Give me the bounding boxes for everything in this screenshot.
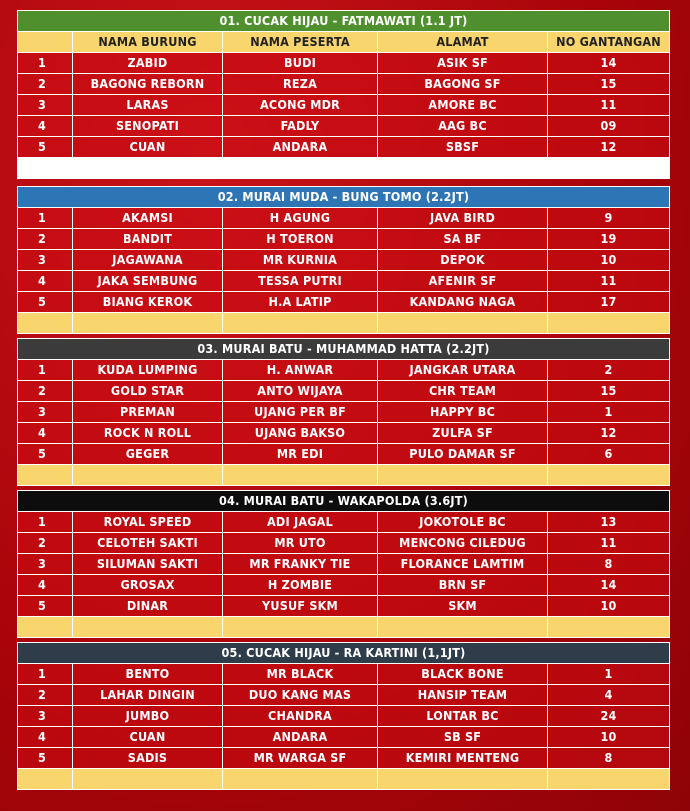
cage-number-cell: 8 bbox=[548, 748, 670, 769]
participant-cell: ANDARA bbox=[223, 727, 378, 748]
class-title: 05. CUCAK HIJAU - RA KARTINI (1,1JT) bbox=[18, 643, 670, 664]
address-cell: ZULFA SF bbox=[378, 423, 548, 444]
bird-name-cell: SADIS bbox=[73, 748, 223, 769]
table-row bbox=[18, 208, 670, 229]
table-row bbox=[18, 512, 670, 533]
participant-cell: ANDARA bbox=[223, 137, 378, 158]
class-title: 03. MURAI BATU - MUHAMMAD HATTA (2.2JT) bbox=[18, 339, 670, 360]
address-cell: LONTAR BC bbox=[378, 706, 548, 727]
address-cell: BRN SF bbox=[378, 575, 548, 596]
address-cell: KANDANG NAGA bbox=[378, 292, 548, 313]
rank-cell: 2 bbox=[18, 381, 73, 402]
participant-cell: H AGUNG bbox=[223, 208, 378, 229]
bird-name-cell: ROYAL SPEED bbox=[73, 512, 223, 533]
participant-cell: REZA bbox=[223, 74, 378, 95]
bird-name-cell: LAHAR DINGIN bbox=[73, 685, 223, 706]
rank-cell: 1 bbox=[18, 664, 73, 685]
table-row bbox=[18, 360, 670, 381]
cage-number-cell: 12 bbox=[548, 137, 670, 158]
address-cell: ASIK SF bbox=[378, 53, 548, 74]
address-cell: FLORANCE LAMTIM bbox=[378, 554, 548, 575]
rank-cell: 1 bbox=[18, 360, 73, 381]
address-cell: SKM bbox=[378, 596, 548, 617]
table-row bbox=[18, 229, 670, 250]
cage-number-cell: 14 bbox=[548, 575, 670, 596]
header-bird-name: NAMA BURUNG bbox=[73, 32, 223, 53]
participant-cell: UJANG BAKSO bbox=[223, 423, 378, 444]
address-cell: SA BF bbox=[378, 229, 548, 250]
cage-number-cell: 15 bbox=[548, 74, 670, 95]
bird-name-cell: JAKA SEMBUNG bbox=[73, 271, 223, 292]
participant-cell: YUSUF SKM bbox=[223, 596, 378, 617]
address-cell: AFENIR SF bbox=[378, 271, 548, 292]
rank-cell: 3 bbox=[18, 554, 73, 575]
table-row bbox=[18, 95, 670, 116]
address-cell: KEMIRI MENTENG bbox=[378, 748, 548, 769]
bird-name-cell: LARAS bbox=[73, 95, 223, 116]
cage-number-cell: 15 bbox=[548, 381, 670, 402]
address-cell: DEPOK bbox=[378, 250, 548, 271]
blank-row bbox=[18, 465, 670, 486]
address-cell: HANSIP TEAM bbox=[378, 685, 548, 706]
table-row bbox=[18, 423, 670, 444]
cage-number-cell: 6 bbox=[548, 444, 670, 465]
bird-name-cell: SILUMAN SAKTI bbox=[73, 554, 223, 575]
bird-name-cell: CUAN bbox=[73, 137, 223, 158]
address-cell: BAGONG SF bbox=[378, 74, 548, 95]
participant-cell: ANTO WIJAYA bbox=[223, 381, 378, 402]
address-cell: AMORE BC bbox=[378, 95, 548, 116]
participant-cell: MR KURNIA bbox=[223, 250, 378, 271]
table-row bbox=[18, 575, 670, 596]
rank-cell: 4 bbox=[18, 423, 73, 444]
rank-cell: 3 bbox=[18, 402, 73, 423]
participant-cell: ACONG MDR bbox=[223, 95, 378, 116]
address-cell: SB SF bbox=[378, 727, 548, 748]
header-address: ALAMAT bbox=[378, 32, 548, 53]
rank-cell: 5 bbox=[18, 444, 73, 465]
bird-name-cell: GROSAX bbox=[73, 575, 223, 596]
participant-cell: H TOERON bbox=[223, 229, 378, 250]
blank-row bbox=[18, 313, 670, 334]
rank-cell: 5 bbox=[18, 137, 73, 158]
bird-name-cell: JUMBO bbox=[73, 706, 223, 727]
table-row bbox=[18, 292, 670, 313]
rank-cell: 3 bbox=[18, 95, 73, 116]
bird-name-cell: JAGAWANA bbox=[73, 250, 223, 271]
rank-cell: 3 bbox=[18, 706, 73, 727]
rank-cell: 2 bbox=[18, 533, 73, 554]
cage-number-cell: 9 bbox=[548, 208, 670, 229]
address-cell: JOKOTOLE BC bbox=[378, 512, 548, 533]
cage-number-cell: 4 bbox=[548, 685, 670, 706]
cage-number-cell: 10 bbox=[548, 727, 670, 748]
table-row bbox=[18, 554, 670, 575]
class-title: 01. CUCAK HIJAU - FATMAWATI (1.1 JT) bbox=[18, 11, 670, 32]
cage-number-cell: 2 bbox=[548, 360, 670, 381]
class-table-5 bbox=[17, 642, 670, 790]
table-row bbox=[18, 137, 670, 158]
table-row bbox=[18, 748, 670, 769]
address-cell: BLACK BONE bbox=[378, 664, 548, 685]
participant-cell: H ZOMBIE bbox=[223, 575, 378, 596]
address-cell: SBSF bbox=[378, 137, 548, 158]
separator-row bbox=[18, 158, 670, 179]
header-number bbox=[18, 32, 73, 53]
table-row bbox=[18, 596, 670, 617]
cage-number-cell: 12 bbox=[548, 423, 670, 444]
cage-number-cell: 1 bbox=[548, 664, 670, 685]
header-participant: NAMA PESERTA bbox=[223, 32, 378, 53]
rank-cell: 1 bbox=[18, 512, 73, 533]
participant-cell: MR WARGA SF bbox=[223, 748, 378, 769]
cage-number-cell: 11 bbox=[548, 271, 670, 292]
participant-cell: CHANDRA bbox=[223, 706, 378, 727]
table-row bbox=[18, 706, 670, 727]
table-row bbox=[18, 271, 670, 292]
cage-number-cell: 19 bbox=[548, 229, 670, 250]
bird-name-cell: SENOPATI bbox=[73, 116, 223, 137]
table-row bbox=[18, 444, 670, 465]
address-cell: AAG BC bbox=[378, 116, 548, 137]
table-row bbox=[18, 685, 670, 706]
header-cage-number: NO GANTANGAN bbox=[548, 32, 670, 53]
bird-name-cell: PREMAN bbox=[73, 402, 223, 423]
rank-cell: 4 bbox=[18, 575, 73, 596]
class-table-1 bbox=[17, 10, 670, 179]
bird-name-cell: ZABID bbox=[73, 53, 223, 74]
table-row bbox=[18, 727, 670, 748]
cage-number-cell: 11 bbox=[548, 95, 670, 116]
cage-number-cell: 10 bbox=[548, 596, 670, 617]
bird-name-cell: AKAMSI bbox=[73, 208, 223, 229]
rank-cell: 5 bbox=[18, 596, 73, 617]
table-row bbox=[18, 381, 670, 402]
participant-cell: MR BLACK bbox=[223, 664, 378, 685]
participant-cell: H.A LATIP bbox=[223, 292, 378, 313]
blank-row bbox=[18, 769, 670, 790]
address-cell: MENCONG CILEDUG bbox=[378, 533, 548, 554]
cage-number-cell: 17 bbox=[548, 292, 670, 313]
participant-cell: DUO KANG MAS bbox=[223, 685, 378, 706]
cage-number-cell: 1 bbox=[548, 402, 670, 423]
rank-cell: 2 bbox=[18, 229, 73, 250]
table-row bbox=[18, 250, 670, 271]
cage-number-cell: 8 bbox=[548, 554, 670, 575]
address-cell: CHR TEAM bbox=[378, 381, 548, 402]
table-row bbox=[18, 533, 670, 554]
rank-cell: 4 bbox=[18, 116, 73, 137]
address-cell: HAPPY BC bbox=[378, 402, 548, 423]
table-row bbox=[18, 74, 670, 95]
cage-number-cell: 11 bbox=[548, 533, 670, 554]
rank-cell: 3 bbox=[18, 250, 73, 271]
bird-name-cell: CELOTEH SAKTI bbox=[73, 533, 223, 554]
participant-cell: UJANG PER BF bbox=[223, 402, 378, 423]
participant-cell: H. ANWAR bbox=[223, 360, 378, 381]
cage-number-cell: 14 bbox=[548, 53, 670, 74]
bird-name-cell: GOLD STAR bbox=[73, 381, 223, 402]
table-row bbox=[18, 664, 670, 685]
participant-cell: MR UTO bbox=[223, 533, 378, 554]
cage-number-cell: 10 bbox=[548, 250, 670, 271]
bird-name-cell: BANDIT bbox=[73, 229, 223, 250]
address-cell: PULO DAMAR SF bbox=[378, 444, 548, 465]
blank-row bbox=[18, 617, 670, 638]
table-row bbox=[18, 116, 670, 137]
bird-name-cell: DINAR bbox=[73, 596, 223, 617]
rank-cell: 2 bbox=[18, 74, 73, 95]
bird-name-cell: ROCK N ROLL bbox=[73, 423, 223, 444]
bird-name-cell: BAGONG REBORN bbox=[73, 74, 223, 95]
table-row bbox=[18, 53, 670, 74]
participant-cell: ADI JAGAL bbox=[223, 512, 378, 533]
class-title: 04. MURAI BATU - WAKAPOLDA (3.6JT) bbox=[18, 491, 670, 512]
rank-cell: 1 bbox=[18, 208, 73, 229]
rank-cell: 5 bbox=[18, 292, 73, 313]
bird-name-cell: CUAN bbox=[73, 727, 223, 748]
class-table-2 bbox=[17, 186, 670, 334]
cage-number-cell: 09 bbox=[548, 116, 670, 137]
bird-name-cell: BIANG KEROK bbox=[73, 292, 223, 313]
bird-name-cell: GEGER bbox=[73, 444, 223, 465]
participant-cell: BUDI bbox=[223, 53, 378, 74]
class-table-3 bbox=[17, 338, 670, 486]
rank-cell: 1 bbox=[18, 53, 73, 74]
participant-cell: MR EDI bbox=[223, 444, 378, 465]
class-table-4 bbox=[17, 490, 670, 638]
address-cell: JAVA BIRD bbox=[378, 208, 548, 229]
rank-cell: 4 bbox=[18, 727, 73, 748]
cage-number-cell: 13 bbox=[548, 512, 670, 533]
participant-cell: MR FRANKY TIE bbox=[223, 554, 378, 575]
address-cell: JANGKAR UTARA bbox=[378, 360, 548, 381]
rank-cell: 5 bbox=[18, 748, 73, 769]
table-header-row bbox=[18, 32, 670, 53]
table-row bbox=[18, 402, 670, 423]
bird-name-cell: KUDA LUMPING bbox=[73, 360, 223, 381]
class-title: 02. MURAI MUDA - BUNG TOMO (2.2JT) bbox=[18, 187, 670, 208]
rank-cell: 4 bbox=[18, 271, 73, 292]
rank-cell: 2 bbox=[18, 685, 73, 706]
participant-cell: FADLY bbox=[223, 116, 378, 137]
cage-number-cell: 24 bbox=[548, 706, 670, 727]
participant-cell: TESSA PUTRI bbox=[223, 271, 378, 292]
bird-name-cell: BENTO bbox=[73, 664, 223, 685]
